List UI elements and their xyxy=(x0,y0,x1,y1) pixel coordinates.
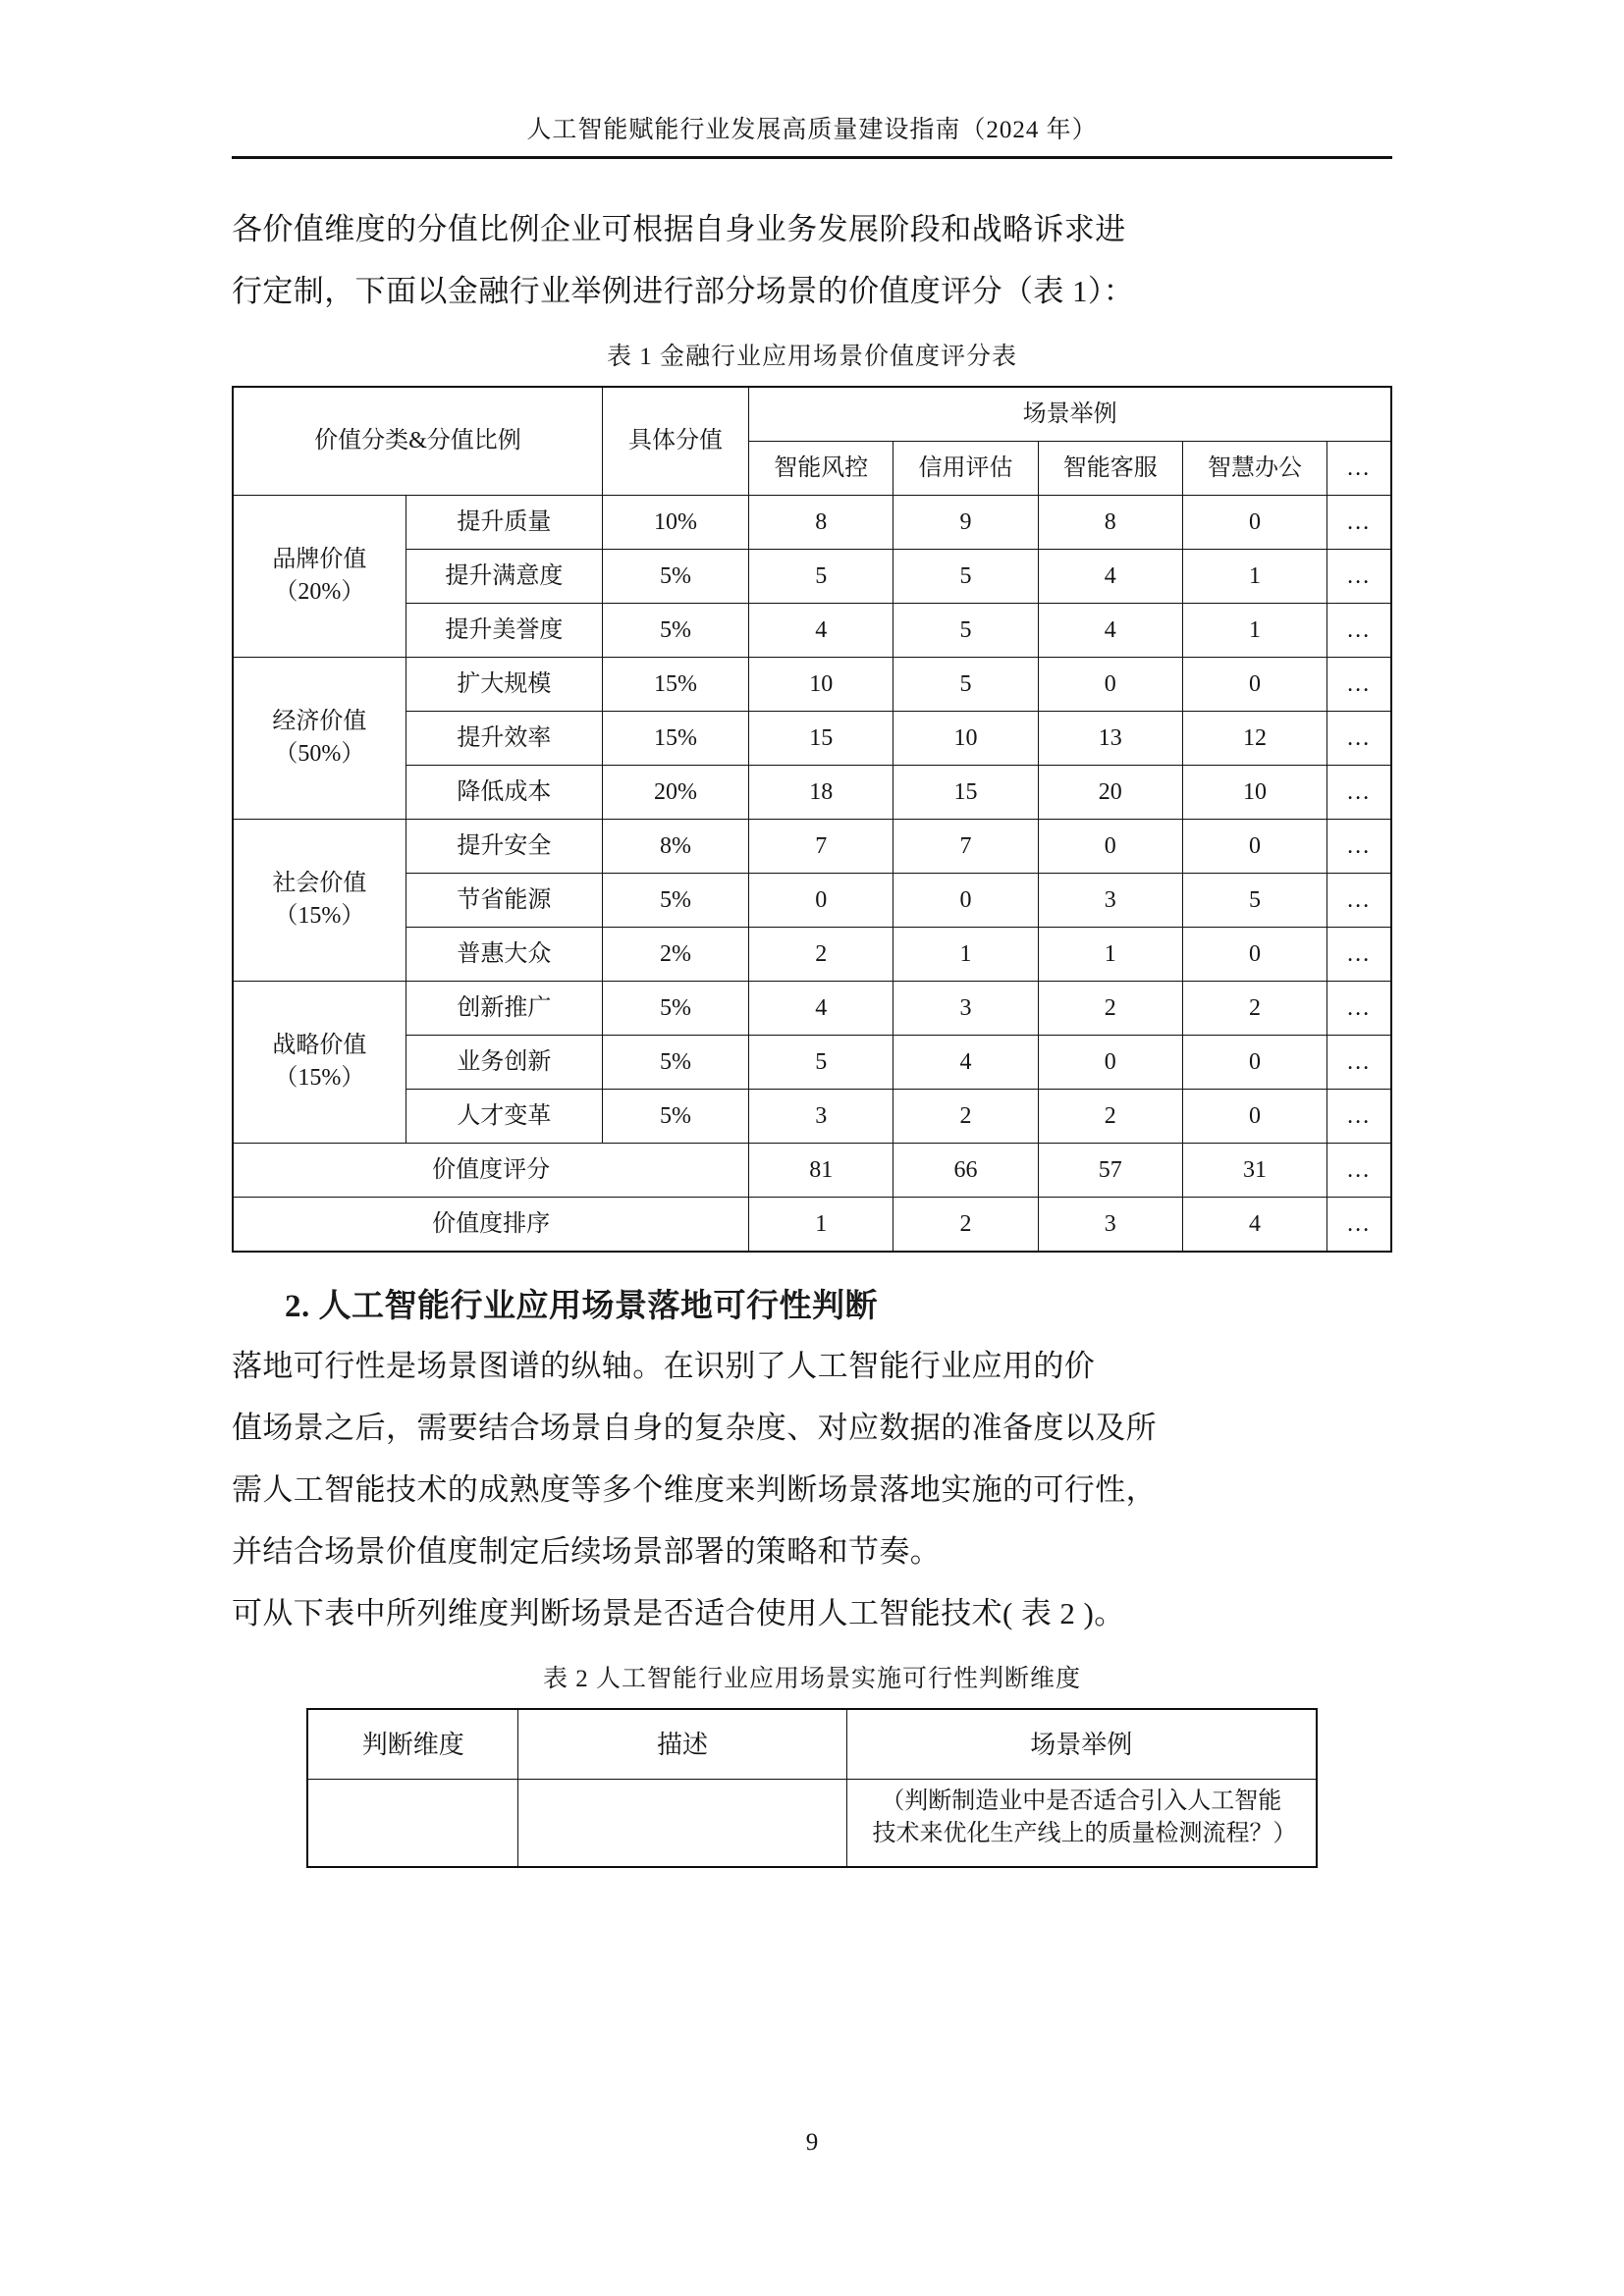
cell-value: 10 xyxy=(749,658,893,712)
cell-value: 2 xyxy=(893,1198,1038,1253)
cell-value-more: … xyxy=(1327,658,1391,712)
cell-value: 2 xyxy=(1182,982,1326,1036)
cell-value: 4 xyxy=(893,1036,1038,1090)
cell-value: 2 xyxy=(1038,982,1182,1036)
cell-value: 4 xyxy=(749,604,893,658)
group-name-3: 战略价值 xyxy=(272,1033,367,1058)
sub-weight: 15% xyxy=(602,712,748,766)
cell-value-more: … xyxy=(1327,712,1391,766)
sub-label: 提升效率 xyxy=(406,712,602,766)
header-scenario-3: 智慧办公 xyxy=(1182,442,1326,496)
table-row xyxy=(233,766,1391,820)
group-ratio-0: （20%） xyxy=(274,579,365,605)
sub-weight: 5% xyxy=(602,982,748,1036)
cell-value: 3 xyxy=(1038,874,1182,928)
group-label-3 xyxy=(233,982,406,1144)
section2-line-3: 需人工智能技术的成熟度等多个维度来判断场景落地实施的可行性， xyxy=(232,1472,1157,1507)
cell-value: 0 xyxy=(1182,658,1326,712)
intro-line-1: 各价值维度的分值比例企业可根据自身业务发展阶段和战略诉求进 xyxy=(232,212,1126,246)
cell-value: 0 xyxy=(1182,820,1326,874)
header-scenario-0: 智能风控 xyxy=(749,442,893,496)
feasibility-dimension-table xyxy=(306,1708,1318,1868)
cell-value: 4 xyxy=(1038,604,1182,658)
cell-value: 5 xyxy=(893,658,1038,712)
sub-label: 业务创新 xyxy=(406,1036,602,1090)
sub-weight: 5% xyxy=(602,1090,748,1144)
dimension-cell xyxy=(307,1780,518,1868)
cell-value: 1 xyxy=(749,1198,893,1253)
table-row-summary-rank xyxy=(233,1198,1391,1253)
cell-value: 3 xyxy=(893,982,1038,1036)
table1-caption: 表 1 金融行业应用场景价值度评分表 xyxy=(606,344,1017,370)
cell-value-more: … xyxy=(1327,928,1391,982)
table-row-summary-score xyxy=(233,1144,1391,1198)
cell-value: 7 xyxy=(749,820,893,874)
header-specific-score: 具体分值 xyxy=(602,387,748,496)
group-name-0: 品牌价值 xyxy=(272,547,367,572)
cell-value: 15 xyxy=(749,712,893,766)
cell-value: 2 xyxy=(1038,1090,1182,1144)
cell-value: 4 xyxy=(749,982,893,1036)
cell-value: 5 xyxy=(749,550,893,604)
sub-label: 创新推广 xyxy=(406,982,602,1036)
cell-value: 13 xyxy=(1038,712,1182,766)
cell-value: 57 xyxy=(1038,1144,1182,1198)
sub-label: 扩大规模 xyxy=(406,658,602,712)
table-row xyxy=(233,1036,1391,1090)
table-row xyxy=(307,1780,1317,1868)
cell-value: 5 xyxy=(893,550,1038,604)
header-scenario-2: 智能客服 xyxy=(1038,442,1182,496)
cell-value-more: … xyxy=(1327,550,1391,604)
cell-value: 3 xyxy=(749,1090,893,1144)
summary-label-score: 价值度评分 xyxy=(233,1144,749,1198)
cell-value: 4 xyxy=(1182,1198,1326,1253)
section2-line-2: 值场景之后，需要结合场景自身的复杂度、对应数据的准备度以及所 xyxy=(232,1411,1157,1445)
cell-value: 0 xyxy=(1182,1090,1326,1144)
intro-paragraph xyxy=(232,198,1392,322)
table2-wrapper xyxy=(306,1708,1318,1868)
cell-value-more: … xyxy=(1327,604,1391,658)
cell-value: 8 xyxy=(1038,496,1182,550)
description-cell xyxy=(518,1780,846,1868)
cell-value: 2 xyxy=(893,1090,1038,1144)
group-name-2: 社会价值 xyxy=(272,871,367,896)
header-scenario-example: 场景举例 xyxy=(846,1709,1317,1780)
group-label-1 xyxy=(233,658,406,820)
header-description: 描述 xyxy=(518,1709,846,1780)
group-ratio-3: （15%） xyxy=(274,1065,365,1091)
sub-weight: 5% xyxy=(602,874,748,928)
cell-value: 1 xyxy=(1038,928,1182,982)
summary-label-rank: 价值度排序 xyxy=(233,1198,749,1253)
section2-line-1: 落地可行性是场景图谱的纵轴。在识别了人工智能行业应用的价 xyxy=(232,1349,1096,1383)
section2-line-5: 可从下表中所列维度判断场景是否适合使用人工智能技术( 表 2 )。 xyxy=(232,1596,1125,1630)
table-row xyxy=(233,550,1391,604)
section2-line-4: 并结合场景价值度制定后续场景部署的策略和节奏。 xyxy=(232,1534,942,1569)
cell-value: 5 xyxy=(893,604,1038,658)
table-row xyxy=(233,928,1391,982)
group-ratio-2: （15%） xyxy=(274,903,365,929)
table-row xyxy=(233,658,1391,712)
cell-value: 3 xyxy=(1038,1198,1182,1253)
cell-value: 5 xyxy=(1182,874,1326,928)
cell-value: 0 xyxy=(1038,820,1182,874)
header-scenario-more: … xyxy=(1327,442,1391,496)
group-ratio-1: （50%） xyxy=(274,741,365,767)
table-row xyxy=(233,712,1391,766)
cell-value-more: … xyxy=(1327,1036,1391,1090)
group-label-2 xyxy=(233,820,406,982)
cell-value-more: … xyxy=(1327,874,1391,928)
cell-value: 0 xyxy=(1182,1036,1326,1090)
cell-value: 31 xyxy=(1182,1144,1326,1198)
group-label-0 xyxy=(233,496,406,658)
header-divider xyxy=(232,156,1392,159)
header-judgement-dimension: 判断维度 xyxy=(307,1709,518,1780)
cell-value: 12 xyxy=(1182,712,1326,766)
cell-value-more: … xyxy=(1327,982,1391,1036)
cell-value-more: … xyxy=(1327,820,1391,874)
sub-weight: 8% xyxy=(602,820,748,874)
sub-label: 提升安全 xyxy=(406,820,602,874)
intro-line-2: 行定制，下面以金融行业举例进行部分场景的价值度评分（表 1）： xyxy=(232,274,1135,308)
table1-header-row-1 xyxy=(233,387,1391,442)
table2-header-row xyxy=(307,1709,1317,1780)
cell-value: 10 xyxy=(1182,766,1326,820)
cell-value: 0 xyxy=(1038,658,1182,712)
cell-value: 2 xyxy=(749,928,893,982)
header-value-category: 价值分类&分值比例 xyxy=(233,387,602,496)
sub-weight: 20% xyxy=(602,766,748,820)
sub-weight: 5% xyxy=(602,1036,748,1090)
header-scenario-group: 场景举例 xyxy=(749,387,1391,442)
cell-value: 8 xyxy=(749,496,893,550)
table-row xyxy=(233,496,1391,550)
table-row xyxy=(233,604,1391,658)
cell-value: 5 xyxy=(749,1036,893,1090)
cell-value-more: … xyxy=(1327,1144,1391,1198)
cell-value: 10 xyxy=(893,712,1038,766)
running-header xyxy=(232,0,1392,159)
cell-value-more: … xyxy=(1327,496,1391,550)
cell-value-more: … xyxy=(1327,1090,1391,1144)
sub-weight: 5% xyxy=(602,604,748,658)
cell-value: 0 xyxy=(1182,928,1326,982)
document-header-title: 人工智能赋能行业发展高质量建设指南（2024 年） xyxy=(526,117,1098,143)
cell-value: 0 xyxy=(1038,1036,1182,1090)
cell-value: 0 xyxy=(893,874,1038,928)
cell-value: 18 xyxy=(749,766,893,820)
section2-paragraph xyxy=(232,1335,1392,1644)
cell-value: 1 xyxy=(893,928,1038,982)
table-row xyxy=(233,982,1391,1036)
sub-label: 提升满意度 xyxy=(406,550,602,604)
table2-caption: 表 2 人工智能行业应用场景实施可行性判断维度 xyxy=(542,1666,1081,1692)
sub-label: 提升质量 xyxy=(406,496,602,550)
page-number: 9 xyxy=(805,2129,819,2156)
cell-value: 4 xyxy=(1038,550,1182,604)
cell-value: 66 xyxy=(893,1144,1038,1198)
cell-value-more: … xyxy=(1327,766,1391,820)
cell-value: 7 xyxy=(893,820,1038,874)
sub-weight: 5% xyxy=(602,550,748,604)
cell-value: 15 xyxy=(893,766,1038,820)
example-cell: （判断制造业中是否适合引入人工智能技术来优化生产线上的质量检测流程？） xyxy=(846,1780,1317,1868)
group-name-1: 经济价值 xyxy=(272,709,367,734)
cell-value-more: … xyxy=(1327,1198,1391,1253)
sub-label: 节省能源 xyxy=(406,874,602,928)
cell-value: 9 xyxy=(893,496,1038,550)
cell-value: 0 xyxy=(749,874,893,928)
sub-weight: 10% xyxy=(602,496,748,550)
sub-label: 普惠大众 xyxy=(406,928,602,982)
section-heading-2: 2. 人工智能行业应用场景落地可行性判断 xyxy=(285,1289,878,1324)
table-row xyxy=(233,820,1391,874)
cell-value: 1 xyxy=(1182,550,1326,604)
cell-value: 1 xyxy=(1182,604,1326,658)
cell-value: 0 xyxy=(1182,496,1326,550)
sub-label: 提升美誉度 xyxy=(406,604,602,658)
cell-value: 20 xyxy=(1038,766,1182,820)
value-score-table xyxy=(232,386,1392,1253)
table-row xyxy=(233,1090,1391,1144)
header-scenario-1: 信用评估 xyxy=(893,442,1038,496)
cell-value: 81 xyxy=(749,1144,893,1198)
sub-weight: 15% xyxy=(602,658,748,712)
sub-label: 人才变革 xyxy=(406,1090,602,1144)
table-row xyxy=(233,874,1391,928)
sub-weight: 2% xyxy=(602,928,748,982)
sub-label: 降低成本 xyxy=(406,766,602,820)
